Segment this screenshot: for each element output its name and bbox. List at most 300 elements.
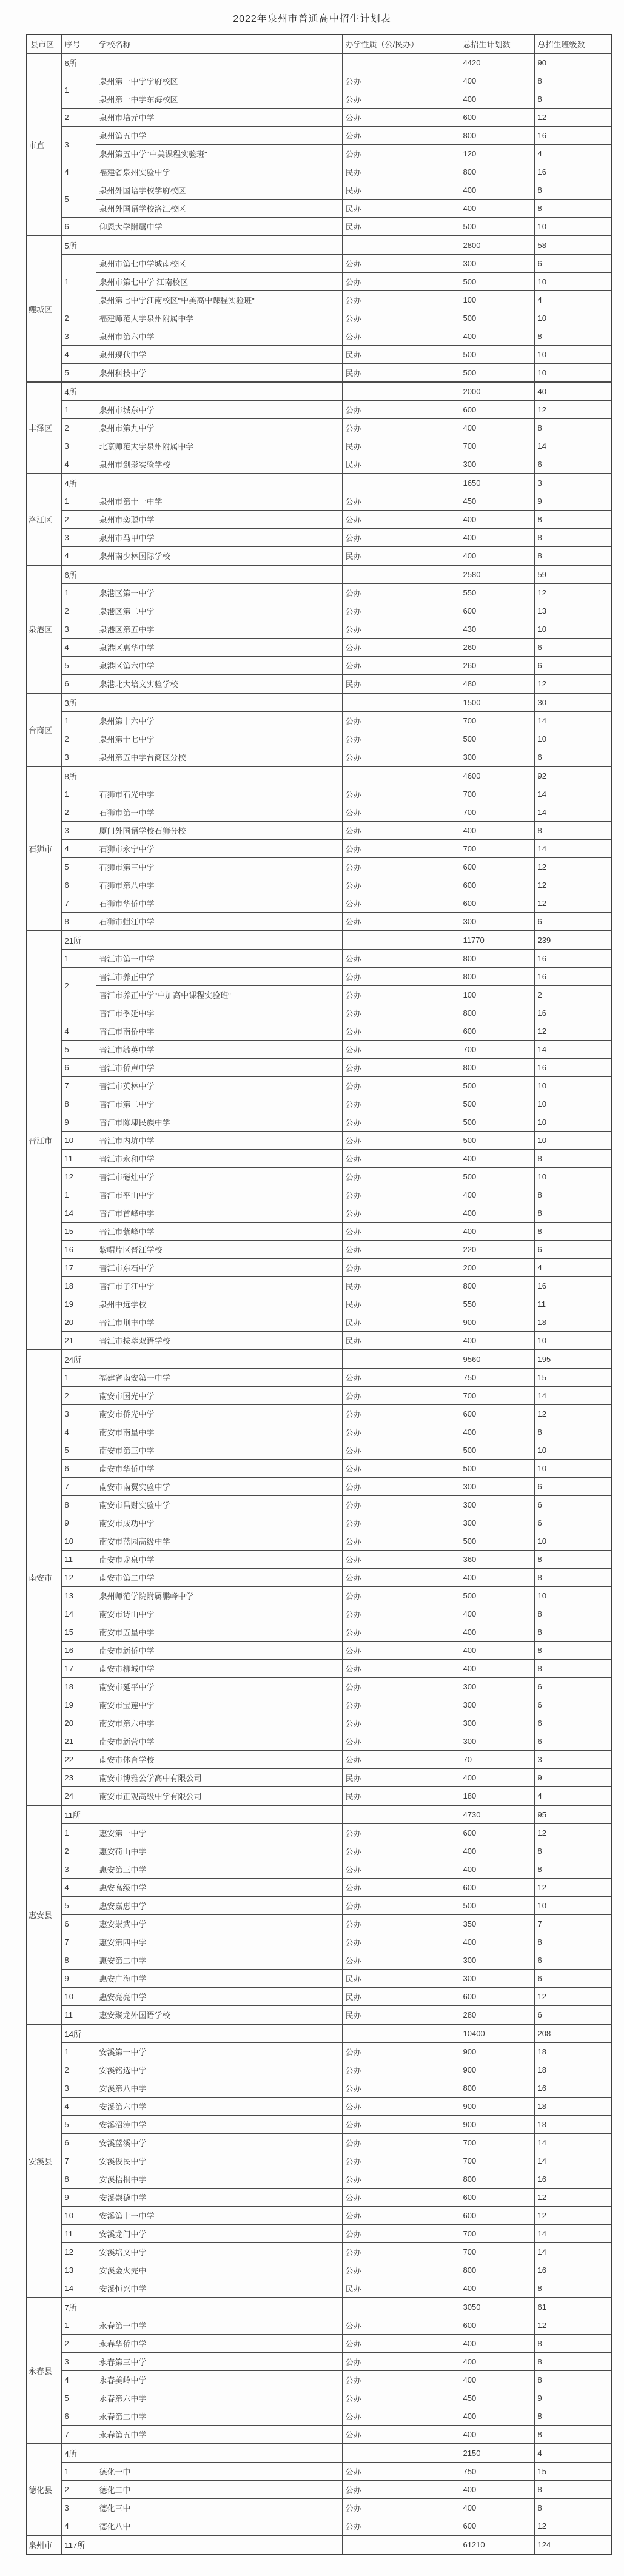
classes-cell: 12 [534, 1405, 612, 1423]
school-name-cell: 泉州外国语学校洛江校区 [96, 200, 342, 218]
school-name-cell: 晋江市永和中学 [96, 1150, 342, 1168]
table-row [27, 2061, 612, 2079]
plan-cell: 300 [460, 1478, 534, 1496]
seq-cell: 9 [61, 1113, 96, 1132]
table-row [27, 2517, 612, 2536]
plan-cell: 400 [460, 1660, 534, 1678]
seq-cell: 2 [61, 2481, 96, 2499]
school-name-cell: 福建师范大学泉州附属中学 [96, 309, 342, 327]
plan-cell: 300 [460, 1714, 534, 1732]
district-cell: 泉港区 [27, 565, 61, 693]
plan-cell: 900 [460, 2098, 534, 2116]
type-cell: 公办 [342, 2207, 460, 2225]
school-name-cell: 惠安聚龙外国语学校 [96, 2006, 342, 2025]
school-name-cell: 泉港北大培文实验学校 [96, 675, 342, 694]
plan-cell: 480 [460, 675, 534, 694]
plan-cell: 700 [460, 2243, 534, 2261]
seq-cell: 11 [61, 2006, 96, 2025]
type-cell: 公办 [342, 529, 460, 547]
plan-cell: 600 [460, 2207, 534, 2225]
plan-cell: 500 [460, 1441, 534, 1460]
seq-cell [61, 1004, 96, 1022]
table-row [27, 364, 612, 383]
school-name-cell: 永春美岭中学 [96, 2371, 342, 2389]
plan-cell: 400 [460, 90, 534, 109]
table-row [27, 1313, 612, 1332]
plan-cell: 100 [460, 291, 534, 309]
type-cell: 公办 [342, 1714, 460, 1732]
seq-cell: 4 [61, 840, 96, 858]
plan-cell: 120 [460, 145, 534, 163]
school-name-cell: 南安市蓝园高级中学 [96, 1532, 342, 1551]
seq-cell: 23 [61, 1769, 96, 1787]
plan-cell: 700 [460, 2225, 534, 2243]
school-name-cell [96, 2024, 342, 2043]
plan-cell: 2000 [460, 382, 534, 401]
type-cell: 公办 [342, 1696, 460, 1714]
type-cell: 公办 [342, 1915, 460, 1933]
school-name-cell: 晋江市紫峰中学 [96, 1223, 342, 1241]
plan-cell: 600 [460, 2189, 534, 2207]
district-cell: 市直 [27, 53, 61, 236]
seq-cell: 3 [61, 2353, 96, 2371]
seq-cell: 6 [61, 1460, 96, 1478]
type-cell: 公办 [342, 2426, 460, 2444]
plan-cell: 300 [460, 1732, 534, 1751]
table-row [27, 2463, 612, 2481]
classes-cell: 8 [534, 529, 612, 547]
seq-cell: 10 [61, 2207, 96, 2225]
school-name-cell: 泉州第五中学 [96, 127, 342, 145]
district-cell: 鲤城区 [27, 236, 61, 382]
seq-cell: 2 [61, 602, 96, 620]
plan-cell: 750 [460, 2463, 534, 2481]
plan-cell: 260 [460, 639, 534, 657]
plan-cell: 800 [460, 2261, 534, 2279]
plan-cell: 500 [460, 346, 534, 364]
seq-cell: 16 [61, 1642, 96, 1660]
classes-cell: 6 [534, 1678, 612, 1696]
type-cell: 民办 [342, 163, 460, 181]
seq-cell: 17 [61, 1660, 96, 1678]
classes-cell: 7 [534, 1915, 612, 1933]
classes-cell: 4 [534, 1259, 612, 1277]
plan-cell: 600 [460, 1988, 534, 2006]
seq-cell: 1 [61, 2316, 96, 2335]
table-row [27, 2535, 612, 2554]
type-cell: 公办 [342, 1150, 460, 1168]
school-name-cell: 泉州市第六中学 [96, 327, 342, 346]
seq-cell: 20 [61, 1714, 96, 1732]
table-row [27, 1241, 612, 1259]
seq-cell: 4 [61, 346, 96, 364]
school-name-cell: 安溪恒兴中学 [96, 2279, 342, 2298]
table-row [27, 1569, 612, 1587]
school-name-cell: 泉港区第六中学 [96, 657, 342, 675]
classes-cell: 18 [534, 2098, 612, 2116]
type-cell: 公办 [342, 309, 460, 327]
plan-cell: 600 [460, 401, 534, 419]
school-name-cell: 德化八中 [96, 2517, 342, 2536]
type-cell: 公办 [342, 2371, 460, 2389]
seq-cell: 4 [61, 2098, 96, 2116]
plan-cell: 300 [460, 1496, 534, 1514]
type-cell: 公办 [342, 986, 460, 1004]
type-cell: 民办 [342, 2279, 460, 2298]
school-name-cell: 泉州第五中学"中美课程实验班" [96, 145, 342, 163]
type-cell: 公办 [342, 620, 460, 639]
type-cell: 公办 [342, 657, 460, 675]
type-cell: 民办 [342, 2006, 460, 2025]
seq-cell: 4 [61, 547, 96, 566]
plan-cell: 700 [460, 840, 534, 858]
seq-cell: 19 [61, 1696, 96, 1714]
table-row [27, 1004, 612, 1022]
classes-cell: 10 [534, 1587, 612, 1605]
classes-cell: 9 [534, 2389, 612, 2407]
school-name-cell: 南安市诗山中学 [96, 1605, 342, 1623]
plan-cell: 400 [460, 1642, 534, 1660]
seq-cell: 1 [61, 1369, 96, 1387]
plan-cell: 400 [460, 1150, 534, 1168]
type-cell: 公办 [342, 639, 460, 657]
table-row [27, 109, 612, 127]
table-row [27, 200, 612, 218]
seq-cell: 10 [61, 1988, 96, 2006]
district-cell: 永春县 [27, 2298, 61, 2444]
table-row [27, 1496, 612, 1514]
school-name-cell: 泉州外国语学校学府校区 [96, 181, 342, 200]
plan-cell: 1650 [460, 474, 534, 492]
plan-cell: 600 [460, 109, 534, 127]
seq-cell: 2 [61, 1842, 96, 1860]
plan-cell: 400 [460, 1332, 534, 1350]
table-row [27, 1751, 612, 1769]
table-row [27, 1150, 612, 1168]
type-cell: 公办 [342, 913, 460, 931]
table-row [27, 730, 612, 748]
table-row [27, 1514, 612, 1532]
classes-cell: 124 [534, 2535, 612, 2554]
type-cell [342, 565, 460, 584]
seq-cell: 2 [61, 309, 96, 327]
table-row [27, 2407, 612, 2426]
type-cell [342, 474, 460, 492]
seq-cell: 2 [61, 419, 96, 437]
seq-cell: 7 [61, 2426, 96, 2444]
classes-cell: 12 [534, 584, 612, 602]
school-name-cell: 永春第六中学 [96, 2389, 342, 2407]
table-row [27, 218, 612, 236]
school-name-cell: 惠安嘉惠中学 [96, 1897, 342, 1915]
school-name-cell: 安溪崇德中学 [96, 2189, 342, 2207]
classes-cell: 4 [534, 291, 612, 309]
plan-cell: 400 [460, 1769, 534, 1787]
classes-cell: 18 [534, 2116, 612, 2134]
school-name-cell: 德化一中 [96, 2463, 342, 2481]
seq-cell: 7 [61, 1933, 96, 1951]
table-row [27, 2499, 612, 2517]
type-cell: 公办 [342, 1204, 460, 1223]
seq-cell: 12 [61, 2243, 96, 2261]
plan-cell: 400 [460, 822, 534, 840]
seq-cell: 7 [61, 2152, 96, 2170]
school-name-cell: 福建省南安第一中学 [96, 1369, 342, 1387]
type-cell: 公办 [342, 2116, 460, 2134]
classes-cell: 195 [534, 1350, 612, 1369]
table-row [27, 2279, 612, 2298]
table-row [27, 1423, 612, 1441]
type-cell: 民办 [342, 1277, 460, 1295]
plan-cell: 800 [460, 1277, 534, 1295]
classes-cell: 10 [534, 273, 612, 291]
table-row [27, 1168, 612, 1186]
school-name-cell: 南安市第二中学 [96, 1569, 342, 1587]
plan-cell: 400 [460, 1933, 534, 1951]
plan-cell: 500 [460, 1095, 534, 1113]
type-cell: 民办 [342, 455, 460, 474]
plan-cell: 600 [460, 876, 534, 894]
seq-cell: 9 [61, 1514, 96, 1532]
seq-cell: 5 [61, 2116, 96, 2134]
classes-cell: 8 [534, 181, 612, 200]
plan-cell: 500 [460, 730, 534, 748]
type-cell: 公办 [342, 419, 460, 437]
type-cell: 公办 [342, 2152, 460, 2170]
seq-cell: 5 [61, 364, 96, 383]
school-name-cell: 惠安广海中学 [96, 1970, 342, 1988]
classes-cell: 8 [534, 1569, 612, 1587]
school-name-cell: 石狮市第三中学 [96, 858, 342, 876]
seq-cell: 4 [61, 2517, 96, 2536]
seq-cell: 3 [61, 2499, 96, 2517]
type-cell: 民办 [342, 1769, 460, 1787]
type-cell: 公办 [342, 1569, 460, 1587]
type-cell: 公办 [342, 1059, 460, 1077]
plan-cell: 400 [460, 1186, 534, 1204]
school-name-cell: 安溪第六中学 [96, 2098, 342, 2116]
table-row [27, 53, 612, 72]
table-row [27, 1295, 612, 1313]
type-cell: 公办 [342, 255, 460, 273]
plan-cell: 600 [460, 2517, 534, 2536]
plan-cell: 2150 [460, 2444, 534, 2463]
school-name-cell: 泉州市第七中学城南校区 [96, 255, 342, 273]
plan-cell: 600 [460, 858, 534, 876]
plan-cell: 260 [460, 657, 534, 675]
header-school-name: 学校名称 [96, 35, 342, 53]
seq-cell: 8 [61, 913, 96, 931]
school-name-cell: 晋江市荆丰中学 [96, 1313, 342, 1332]
school-name-cell: 泉州市培元中学 [96, 109, 342, 127]
seq-cell: 1 [61, 950, 96, 968]
classes-cell: 14 [534, 785, 612, 803]
seq-cell: 4所 [61, 474, 96, 492]
classes-cell: 14 [534, 840, 612, 858]
table-row [27, 492, 612, 511]
plan-cell: 600 [460, 2316, 534, 2335]
plan-cell: 800 [460, 127, 534, 145]
classes-cell: 10 [534, 309, 612, 327]
seq-cell: 3 [61, 1860, 96, 1879]
table-row [27, 547, 612, 566]
table-row [27, 474, 612, 492]
plan-cell: 360 [460, 1551, 534, 1569]
table-row [27, 2298, 612, 2316]
plan-cell: 800 [460, 1059, 534, 1077]
seq-cell: 5 [61, 2389, 96, 2407]
school-name-cell: 泉州第十六中学 [96, 712, 342, 730]
seq-cell: 1 [61, 401, 96, 419]
table-row [27, 2189, 612, 2207]
classes-cell: 4 [534, 2444, 612, 2463]
plan-cell: 300 [460, 1951, 534, 1970]
type-cell: 公办 [342, 1860, 460, 1879]
type-cell: 民办 [342, 675, 460, 694]
classes-cell: 14 [534, 1041, 612, 1059]
classes-cell: 12 [534, 2517, 612, 2536]
table-row [27, 2225, 612, 2243]
classes-cell: 10 [534, 1077, 612, 1095]
seq-cell: 14 [61, 1204, 96, 1223]
seq-cell: 3 [61, 1405, 96, 1423]
type-cell: 公办 [342, 401, 460, 419]
type-cell: 公办 [342, 90, 460, 109]
classes-cell: 16 [534, 1004, 612, 1022]
enrollment-table [26, 34, 612, 2555]
seq-cell: 20 [61, 1313, 96, 1332]
plan-cell: 400 [460, 2371, 534, 2389]
school-name-cell: 南安市国光中学 [96, 1387, 342, 1405]
table-row [27, 2170, 612, 2189]
table-row [27, 1915, 612, 1933]
plan-cell: 800 [460, 1004, 534, 1022]
type-cell: 公办 [342, 1095, 460, 1113]
classes-cell: 10 [534, 1095, 612, 1113]
seq-cell: 19 [61, 1295, 96, 1313]
table-row [27, 968, 612, 986]
school-name-cell: 南安市华侨中学 [96, 1460, 342, 1478]
school-name-cell: 安溪培文中学 [96, 2243, 342, 2261]
classes-cell: 16 [534, 163, 612, 181]
table-row [27, 1405, 612, 1423]
plan-cell: 4420 [460, 53, 534, 72]
classes-cell: 9 [534, 492, 612, 511]
seq-cell: 3所 [61, 693, 96, 712]
type-cell: 公办 [342, 2353, 460, 2371]
classes-cell: 9 [534, 1769, 612, 1787]
type-cell: 公办 [342, 492, 460, 511]
plan-cell: 400 [460, 181, 534, 200]
classes-cell: 12 [534, 2207, 612, 2225]
seq-cell: 3 [61, 127, 96, 163]
classes-cell: 6 [534, 1514, 612, 1532]
classes-cell: 8 [534, 200, 612, 218]
classes-cell: 12 [534, 2189, 612, 2207]
table-row [27, 2024, 612, 2043]
table-row [27, 455, 612, 474]
school-name-cell [96, 53, 342, 72]
school-name-cell: 南安市第三中学 [96, 1441, 342, 1460]
type-cell: 民办 [342, 1970, 460, 1988]
classes-cell: 14 [534, 437, 612, 455]
type-cell: 公办 [342, 1623, 460, 1642]
table-row [27, 1532, 612, 1551]
type-cell: 公办 [342, 511, 460, 529]
table-row [27, 675, 612, 694]
school-name-cell: 泉州科技中学 [96, 364, 342, 383]
table-row [27, 2353, 612, 2371]
seq-cell: 2 [61, 2061, 96, 2079]
school-name-cell: 惠安第二中学 [96, 1951, 342, 1970]
classes-cell: 14 [534, 2243, 612, 2261]
type-cell: 公办 [342, 2517, 460, 2536]
school-name-cell: 南安市新营中学 [96, 1732, 342, 1751]
type-cell: 民办 [342, 1988, 460, 2006]
seq-cell: 14所 [61, 2024, 96, 2043]
header-row [27, 35, 612, 53]
seq-cell: 15 [61, 1223, 96, 1241]
school-name-cell: 惠安亮亮中学 [96, 1988, 342, 2006]
table-row [27, 565, 612, 584]
classes-cell: 4 [534, 145, 612, 163]
type-cell: 公办 [342, 1605, 460, 1623]
school-name-cell: 永春第二中学 [96, 2407, 342, 2426]
plan-cell: 400 [460, 2499, 534, 2517]
school-name-cell: 晋江市养正中学"中加高中课程实验班" [96, 986, 342, 1004]
table-row [27, 693, 612, 712]
classes-cell: 16 [534, 1059, 612, 1077]
classes-cell: 6 [534, 748, 612, 767]
table-row [27, 309, 612, 327]
classes-cell: 10 [534, 1441, 612, 1460]
type-cell [342, 2444, 460, 2463]
table-row [27, 2098, 612, 2116]
seq-cell: 10 [61, 1132, 96, 1150]
classes-cell: 10 [534, 1113, 612, 1132]
type-cell: 民办 [342, 181, 460, 200]
seq-cell: 1 [61, 1186, 96, 1204]
classes-cell: 92 [534, 766, 612, 785]
classes-cell: 8 [534, 1842, 612, 1860]
seq-cell: 18 [61, 1678, 96, 1696]
plan-cell: 900 [460, 1313, 534, 1332]
classes-cell: 8 [534, 1642, 612, 1660]
type-cell: 民办 [342, 1313, 460, 1332]
seq-cell: 1 [61, 72, 96, 109]
school-name-cell: 南安市体育学校 [96, 1751, 342, 1769]
header-school-type: 办学性质（公/民办） [342, 35, 460, 53]
plan-cell: 900 [460, 2116, 534, 2134]
type-cell: 公办 [342, 2499, 460, 2517]
seq-cell: 1 [61, 492, 96, 511]
school-name-cell [96, 693, 342, 712]
school-name-cell: 厦门外国语学校石狮分校 [96, 822, 342, 840]
classes-cell: 6 [534, 639, 612, 657]
table-row [27, 529, 612, 547]
plan-cell: 400 [460, 1605, 534, 1623]
school-name-cell [96, 2298, 342, 2316]
type-cell: 公办 [342, 2061, 460, 2079]
type-cell: 公办 [342, 2389, 460, 2407]
seq-cell: 9 [61, 1970, 96, 1988]
plan-cell: 600 [460, 1879, 534, 1897]
table-row [27, 913, 612, 931]
plan-cell: 4730 [460, 1805, 534, 1824]
classes-cell: 6 [534, 455, 612, 474]
seq-cell: 3 [61, 620, 96, 639]
school-name-cell: 南安市侨光中学 [96, 1405, 342, 1423]
